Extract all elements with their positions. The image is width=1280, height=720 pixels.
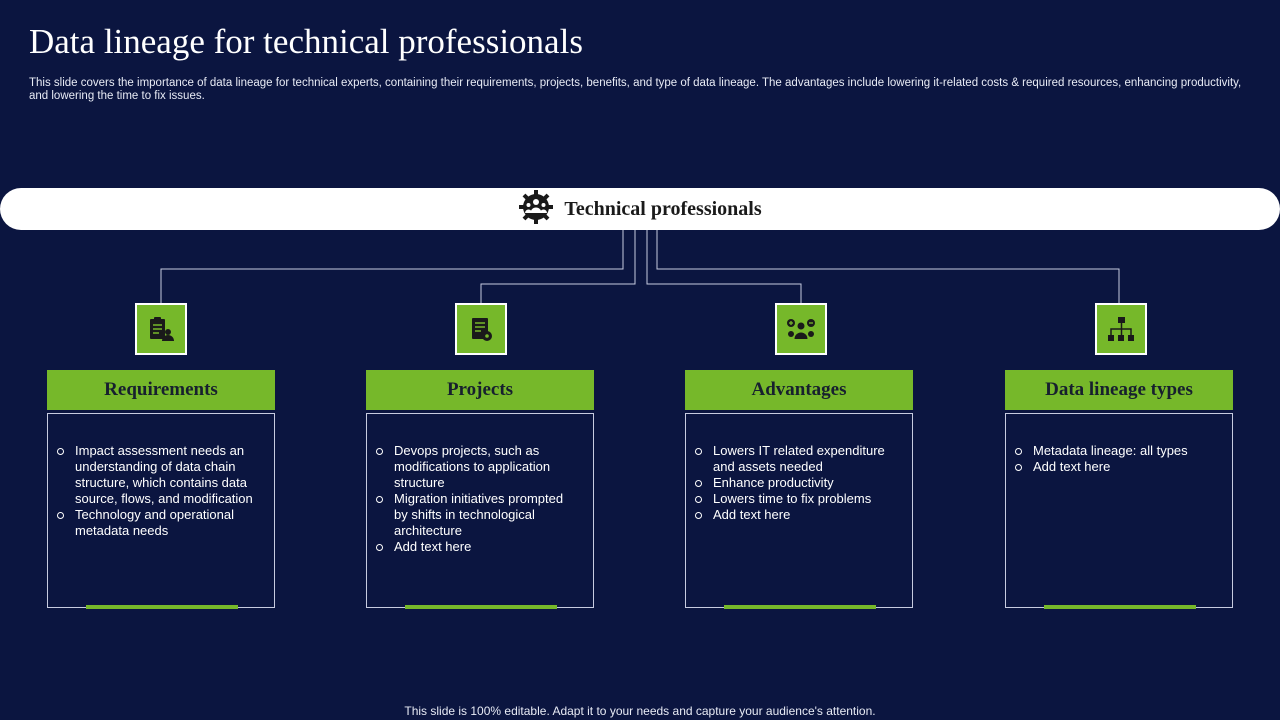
projects-list	[375, 443, 579, 555]
footer-note: This slide is 100% editable. Adapt it to your needs and capture your audience's attention.	[404, 704, 876, 718]
team-benefits-icon	[775, 303, 827, 355]
list-item: Technology and operational metadata needs	[56, 507, 260, 539]
list-item: Impact assessment needs an understanding of data chain structure, which contains data source, flows, and modification	[56, 443, 260, 507]
requirements-list	[56, 443, 260, 539]
card-accent-bar	[724, 605, 876, 609]
team-gear-icon	[518, 189, 554, 230]
document-gear-icon	[455, 303, 507, 355]
technical-professionals-banner	[0, 188, 1280, 230]
list-item: Add text here	[375, 539, 579, 555]
banner-label: Technical professionals	[564, 197, 762, 220]
list-item: Enhance productivity	[694, 475, 898, 491]
hierarchy-icon	[1095, 303, 1147, 355]
list-item: Lowers IT related expenditure and assets needed	[694, 443, 898, 475]
list-item: Add text here	[694, 507, 898, 523]
card-accent-bar	[1044, 605, 1196, 609]
card-accent-bar	[86, 605, 238, 609]
requirements-card	[47, 413, 275, 608]
projects-heading: Projects	[366, 370, 594, 410]
requirements-heading: Requirements	[47, 370, 275, 410]
advantages-heading: Advantages	[685, 370, 913, 410]
data-lineage-types-list	[1014, 443, 1218, 475]
card-accent-bar	[405, 605, 557, 609]
list-item: Migration initiatives prompted by shifts in technological architecture	[375, 491, 579, 539]
list-item: Devops projects, such as modifications to application structure	[375, 443, 579, 491]
list-item: Metadata lineage: all types	[1014, 443, 1218, 459]
data-lineage-types-card	[1005, 413, 1233, 608]
checklist-person-icon	[135, 303, 187, 355]
advantages-list	[694, 443, 898, 523]
list-item: Lowers time to fix problems	[694, 491, 898, 507]
projects-card	[366, 413, 594, 608]
advantages-card	[685, 413, 913, 608]
page-title: Data lineage for technical professionals	[29, 22, 583, 61]
page-subtitle: This slide covers the importance of data lineage for technical experts, containing their requirements, projects, benefits, and type of data lineage. The advantages include lowering it-related costs & required resources, enhancing productivity, and lowering the time to fix issues.	[29, 77, 1242, 102]
list-item: Add text here	[1014, 459, 1218, 475]
data-lineage-types-heading: Data lineage types	[1005, 370, 1233, 410]
